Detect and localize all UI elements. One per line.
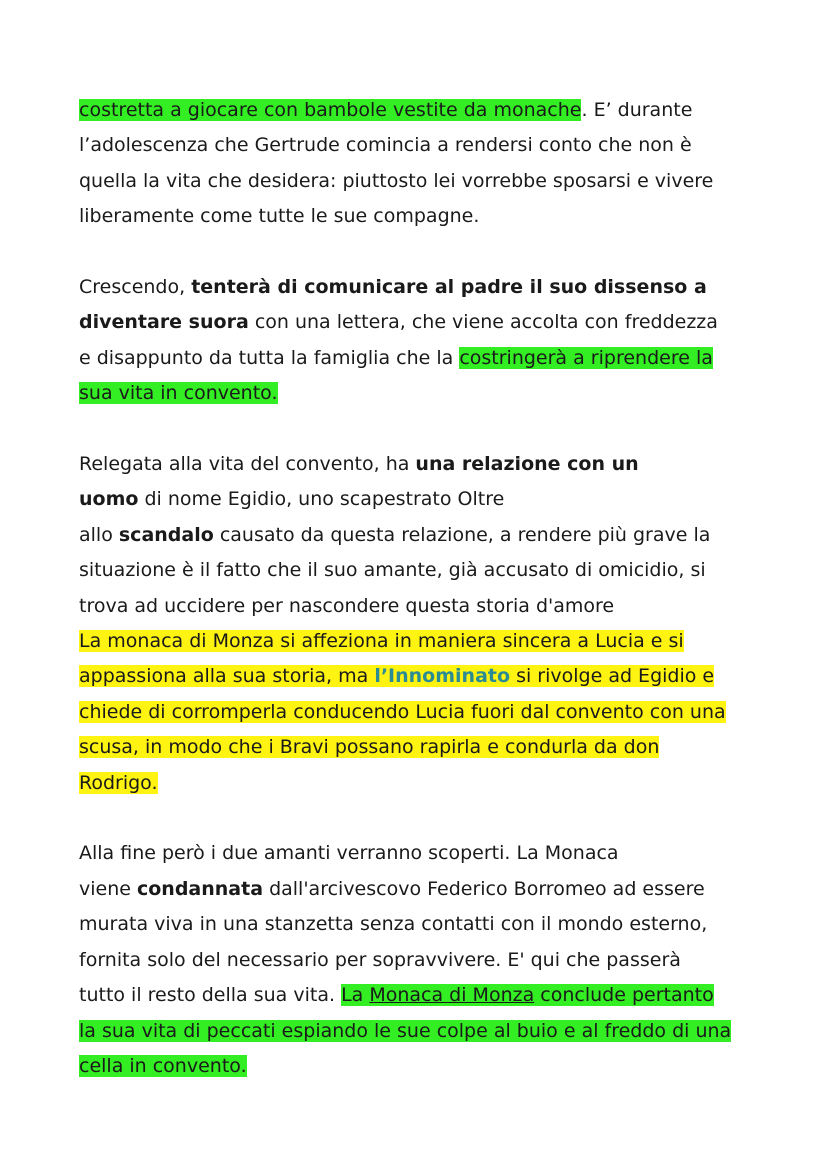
text-line	[79, 730, 769, 765]
text-line	[79, 341, 769, 376]
text-run: viene	[79, 877, 137, 900]
text-run: La	[341, 984, 370, 1007]
text-run: dall'arcivescovo Federico Borromeo ad essere	[263, 877, 705, 900]
text-line	[79, 447, 769, 482]
document-page	[79, 93, 769, 1084]
bold-text: uomo	[79, 488, 139, 511]
text-line	[79, 270, 769, 305]
yellow-highlight	[79, 665, 714, 687]
green-highlight: costringerà a riprendere la	[459, 346, 713, 369]
paragraph-condemnation	[79, 836, 769, 1084]
text-line	[79, 1049, 769, 1084]
text-line	[79, 518, 769, 553]
paragraph-egidio-relationship	[79, 447, 769, 624]
text-run: appassiona alla sua storia, ma	[79, 665, 375, 688]
text-run: con una lettera, che viene accolta con freddezza	[248, 311, 718, 334]
text-line: fornita solo del necessario per sopravvivere. E' qui che passerà	[79, 948, 681, 971]
paragraph-gap	[79, 235, 769, 270]
paragraph-gap	[79, 801, 769, 836]
green-highlight	[341, 984, 714, 1006]
text-line	[79, 305, 769, 340]
text-run: conclude pertanto	[534, 984, 714, 1007]
text-run: Relegata alla vita del convento, ha	[79, 453, 416, 476]
paragraph-letter-to-father	[79, 270, 769, 412]
text-run: . E’ durante	[581, 99, 693, 121]
bold-text: una relazione con un	[415, 453, 639, 476]
text-run: Crescendo,	[79, 276, 192, 299]
yellow-highlight: La monaca di Monza si affeziona in maniera sincera a Lucia e si	[79, 630, 684, 653]
green-highlight: costretta a giocare con bambole vestite da monache	[79, 99, 582, 121]
text-line: murata viva in una stanzetta senza contatti con il mondo esterno,	[79, 913, 708, 936]
green-highlight: la sua vita di peccati espiando le sue colpe al buio e al freddo di una	[79, 1019, 732, 1042]
text-line	[79, 482, 769, 517]
paragraph-innominato	[79, 624, 769, 801]
text-line	[79, 872, 769, 907]
text-run: causato da questa relazione, a rendere più grave la	[213, 523, 711, 546]
text-line	[79, 1014, 769, 1049]
text-line	[79, 93, 769, 128]
bold-text: tenterà di comunicare al padre il suo dissenso a	[191, 276, 707, 299]
bold-text: scandalo	[118, 523, 214, 546]
text-run: di nome Egidio, uno scapestrato Oltre	[138, 488, 505, 511]
text-line	[79, 659, 769, 694]
text-line: Alla fine però i due amanti verranno scoperti. La Monaca	[79, 842, 619, 865]
green-highlight: sua vita in convento.	[79, 382, 278, 405]
yellow-highlight: chiede di corromperla conducendo Lucia fuori dal convento con una	[79, 700, 726, 723]
text-run: allo	[79, 523, 119, 546]
text-line	[79, 376, 769, 411]
text-line	[79, 766, 769, 801]
text-line: quella la vita che desidera: piuttosto lei vorrebbe sposarsi e vivere	[79, 169, 714, 192]
text-run: e disappunto da tutta la famiglia che la	[79, 346, 460, 369]
text-line: situazione è il fatto che il suo amante, già accusato di omicidio, si	[79, 559, 706, 582]
text-line: l’adolescenza che Gertrude comincia a rendersi conto che non è	[79, 134, 692, 157]
paragraph-gertrude-adolescence	[79, 93, 769, 235]
text-run: tutto il resto della sua vita.	[79, 984, 342, 1007]
bold-text: condannata	[136, 877, 264, 900]
text-run: si rivolge ad Egidio e	[510, 665, 715, 688]
bold-text: diventare suora	[79, 311, 249, 334]
character-name-innominato: l’Innominato	[374, 665, 511, 688]
yellow-highlight: scusa, in modo che i Bravi possano rapirla e condurla da don	[79, 736, 660, 759]
paragraph-gap	[79, 412, 769, 447]
text-line	[79, 695, 769, 730]
yellow-highlight: Rodrigo.	[79, 771, 158, 794]
text-line	[79, 624, 769, 659]
text-line: trova ad uccidere per nascondere questa storia d'amore	[79, 594, 615, 617]
text-line: liberamente come tutte le sue compagne.	[79, 205, 480, 228]
text-line	[79, 978, 769, 1013]
underlined-text: Monaca di Monza	[369, 984, 535, 1007]
green-highlight: cella in convento.	[79, 1054, 247, 1077]
